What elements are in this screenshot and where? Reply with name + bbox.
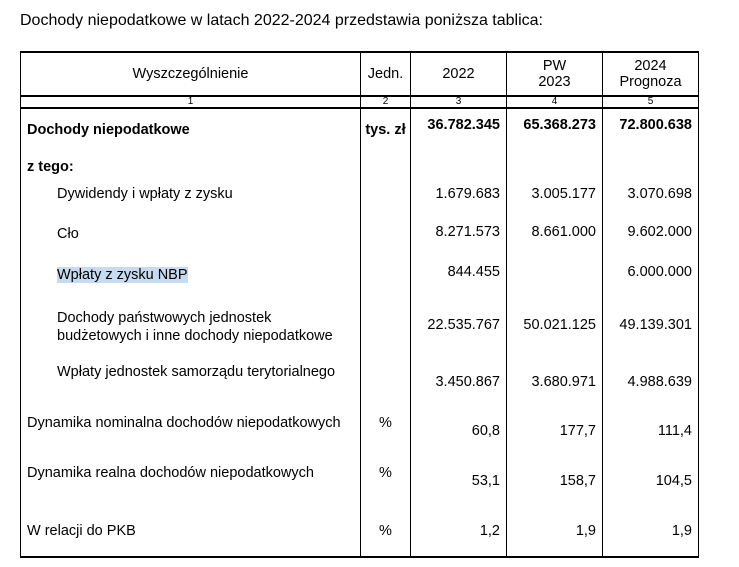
value-2024: 9.602.000	[603, 222, 699, 262]
header-2024-line1: 2024	[634, 58, 667, 74]
row-label: W relacji do PKB	[21, 507, 361, 557]
row-label-cell	[21, 306, 361, 362]
table-row	[21, 407, 699, 457]
value-2022: 1.679.683	[411, 183, 507, 222]
table-row	[21, 306, 699, 362]
row-unit: tys. zł	[361, 108, 411, 153]
non-tax-revenue-table	[20, 51, 699, 558]
value-2022: 53,1	[411, 457, 507, 507]
header-2024	[603, 52, 699, 96]
row-label-line1: Dochody państwowych jednostek	[57, 310, 272, 326]
row-label: Dywidendy i wpłaty z zysku	[21, 183, 361, 222]
value-2022: 844.455	[411, 262, 507, 306]
table-row	[21, 183, 699, 222]
value-2023	[507, 262, 603, 306]
value-2022: 3.450.867	[411, 362, 507, 407]
column-number: 1	[21, 96, 361, 108]
row-label-highlighted: Wpłaty z zysku NBP	[57, 267, 188, 283]
column-number: 2	[361, 96, 411, 108]
row-label: Dochody niepodatkowe	[21, 108, 361, 153]
column-number-row	[21, 96, 699, 108]
value-2024: 6.000.000	[603, 262, 699, 306]
value-2023: 177,7	[507, 407, 603, 457]
value-2022: 8.271.573	[411, 222, 507, 262]
value-2023: 65.368.273	[507, 108, 603, 153]
row-unit: %	[361, 457, 411, 507]
value-2022: 1,2	[411, 507, 507, 557]
header-2023-line2: 2023	[538, 74, 571, 90]
header-2023-line1: PW	[542, 58, 567, 74]
value-2024: 49.139.301	[603, 306, 699, 362]
value-2023: 3.680.971	[507, 362, 603, 407]
header-2022: 2022	[411, 52, 507, 96]
row-label: Dynamika nominalna dochodów niepodatkowych	[21, 407, 361, 457]
value-2024: 111,4	[603, 407, 699, 457]
table-row	[21, 153, 699, 183]
value-2022: 60,8	[411, 407, 507, 457]
header-2024-line2: Prognoza	[619, 74, 682, 90]
row-unit: %	[361, 407, 411, 457]
header-2023	[507, 52, 603, 96]
document-intro-text: Dochody niepodatkowe w latach 2022-2024 przedstawia poniższa tablica:	[20, 12, 543, 29]
column-number: 3	[411, 96, 507, 108]
value-2024: 3.070.698	[603, 183, 699, 222]
value-2022: 22.535.767	[411, 306, 507, 362]
value-2024: 72.800.638	[603, 108, 699, 153]
row-label: z tego:	[21, 153, 361, 183]
value-2023: 8.661.000	[507, 222, 603, 262]
column-number: 5	[603, 96, 699, 108]
row-label-line2: budżetowych i inne dochody niepodatkowe	[57, 328, 333, 344]
column-number: 4	[507, 96, 603, 108]
table-header-row	[21, 52, 699, 96]
value-2024: 104,5	[603, 457, 699, 507]
table-row	[21, 362, 699, 407]
value-2024: 4.988.639	[603, 362, 699, 407]
header-unit: Jedn.	[361, 52, 411, 96]
row-label: Cło	[21, 222, 361, 262]
table-row	[21, 222, 699, 262]
row-label-cell	[21, 262, 361, 306]
value-2023: 1,9	[507, 507, 603, 557]
row-unit: %	[361, 507, 411, 557]
header-description: Wyszczególnienie	[21, 52, 361, 96]
row-label: Wpłaty jednostek samorządu terytorialnego	[21, 362, 361, 407]
table-row	[21, 262, 699, 306]
table-row	[21, 457, 699, 507]
table-row	[21, 507, 699, 557]
table-row	[21, 108, 699, 153]
value-2023: 50.021.125	[507, 306, 603, 362]
value-2023: 3.005.177	[507, 183, 603, 222]
value-2023: 158,7	[507, 457, 603, 507]
row-label: Dynamika realna dochodów niepodatkowych	[21, 457, 361, 507]
value-2024: 1,9	[603, 507, 699, 557]
value-2022: 36.782.345	[411, 108, 507, 153]
